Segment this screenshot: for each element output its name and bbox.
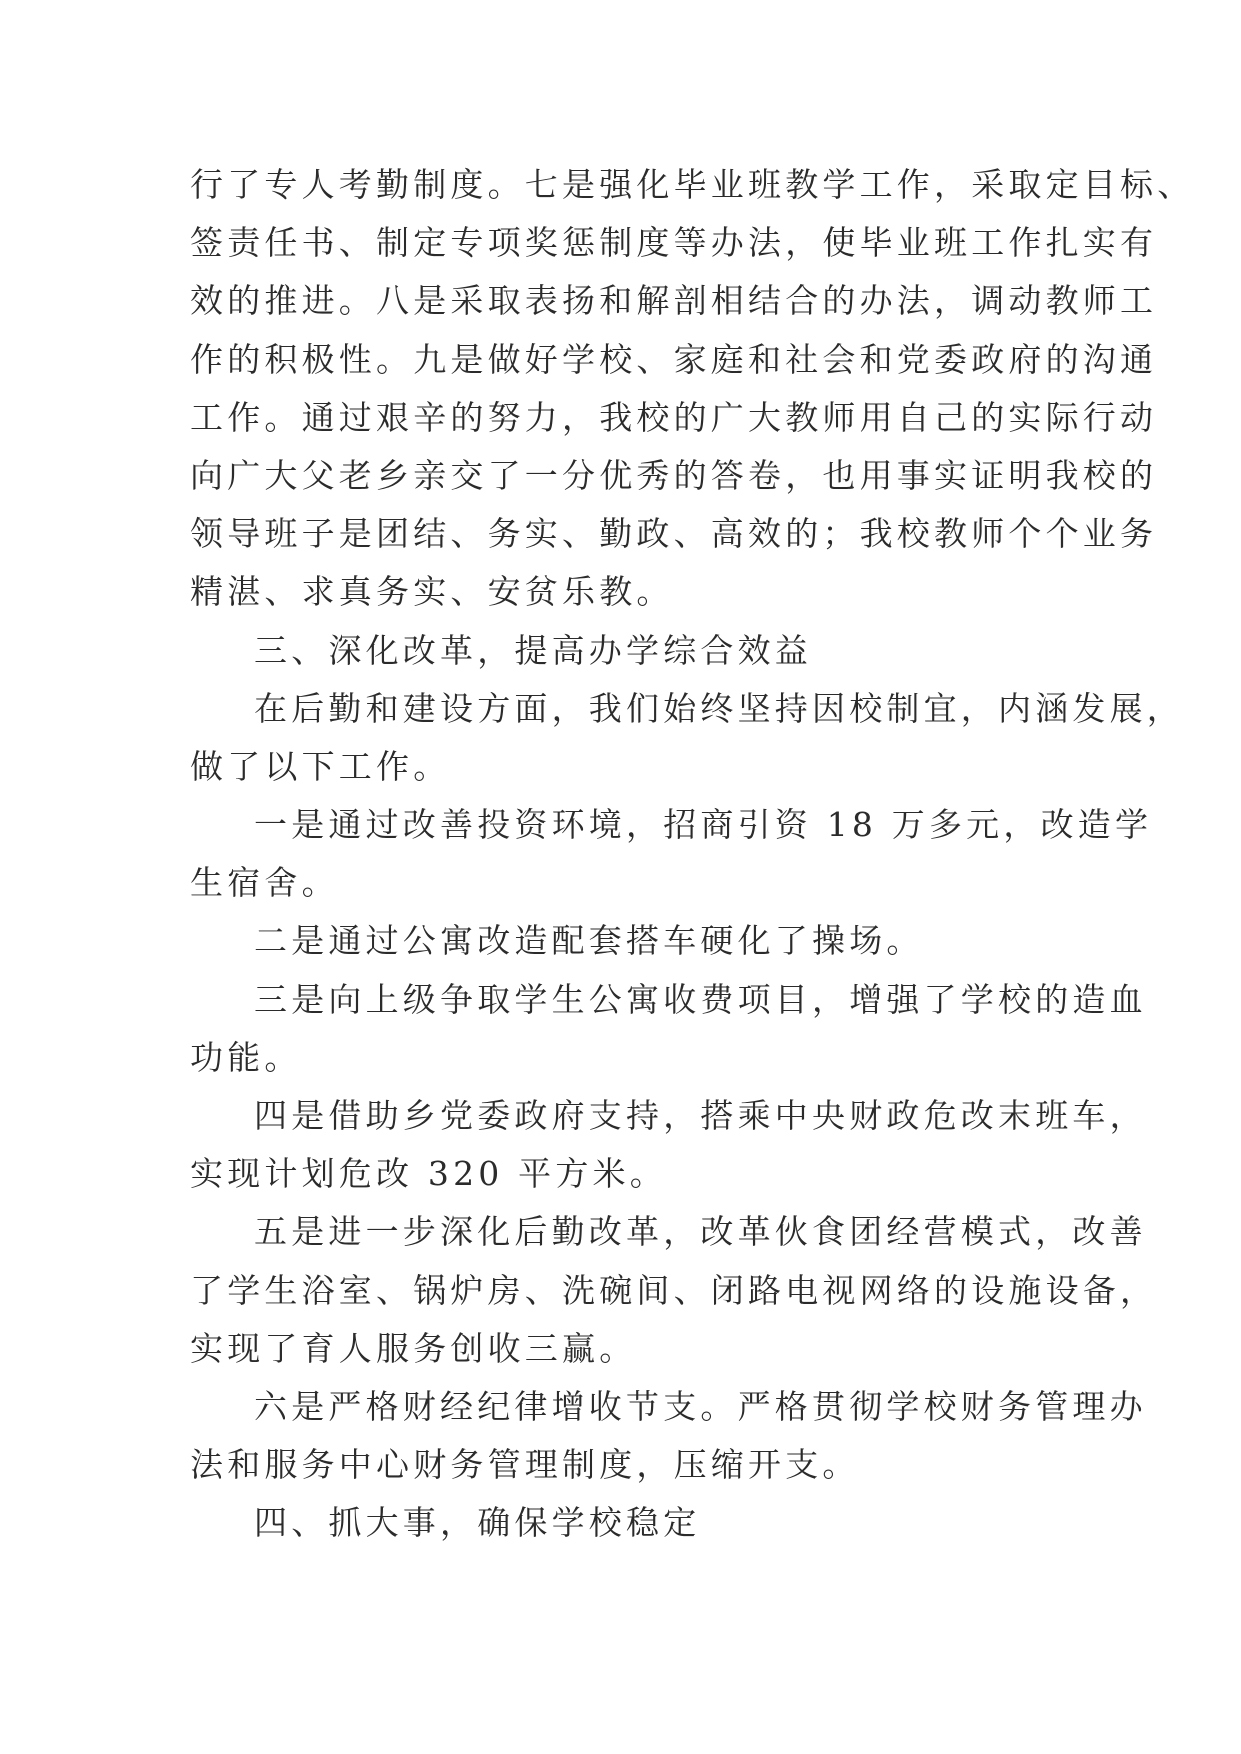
text-line: 效的推进。八是采取表扬和解剖相结合的办法，调动教师工 — [190, 281, 1158, 321]
text-line: 五是进一步深化后勤改革，改革伙食团经营模式，改善 — [254, 1212, 1147, 1252]
text-line: 向广大父老乡亲交了一分优秀的答卷，也用事实证明我校的 — [190, 455, 1158, 495]
text-line: 精湛、求真务实、安贫乐教。 — [190, 572, 674, 612]
text-line: 工作。通过艰辛的努力，我校的广大教师用自己的实际行动 — [190, 397, 1158, 437]
text-line: 六是严格财经纪律增收节支。严格贯彻学校财务管理办 — [254, 1386, 1147, 1426]
text-line: 一是通过改善投资环境，招商引资 18 万多元，改造学 — [254, 805, 1153, 845]
section-heading: 四、抓大事，确保学校稳定 — [254, 1503, 701, 1543]
text-line: 实现了育人服务创收三赢。 — [190, 1328, 637, 1368]
text-line: 实现计划危改 320 平方米。 — [190, 1154, 667, 1194]
text-line: 四是借助乡党委政府支持，搭乘中央财政危改末班车， — [254, 1096, 1147, 1135]
section-heading: 三、深化改革，提高办学综合效益 — [254, 630, 812, 670]
text-line: 作的积极性。九是做好学校、家庭和社会和党委政府的沟通 — [190, 339, 1158, 379]
text-line: 做了以下工作。 — [190, 746, 451, 786]
text-line: 了学生浴室、锅炉房、洗碗间、闭路电视网络的设施设备， — [190, 1270, 1158, 1310]
text-line: 在后勤和建设方面，我们始终坚持因校制宜，内涵发展， — [254, 688, 1184, 728]
text-line: 签责任书、制定专项奖惩制度等办法，使毕业班工作扎实有 — [190, 223, 1158, 263]
text-line: 三是向上级争取学生公寓收费项目，增强了学校的造血 — [254, 979, 1147, 1019]
text-line: 领导班子是团结、务实、勤政、高效的；我校教师个个业务 — [190, 514, 1158, 554]
text-line: 法和服务中心财务管理制度，压缩开支。 — [190, 1445, 860, 1485]
text-line: 行了专人考勤制度。七是强化毕业班教学工作，采取定目标、 — [190, 165, 1195, 204]
text-line: 功能。 — [190, 1037, 302, 1077]
text-line: 二是通过公寓改造配套搭车硬化了操场。 — [254, 921, 924, 961]
body-text — [190, 156, 1195, 1553]
text-line: 生宿舍。 — [190, 863, 339, 903]
